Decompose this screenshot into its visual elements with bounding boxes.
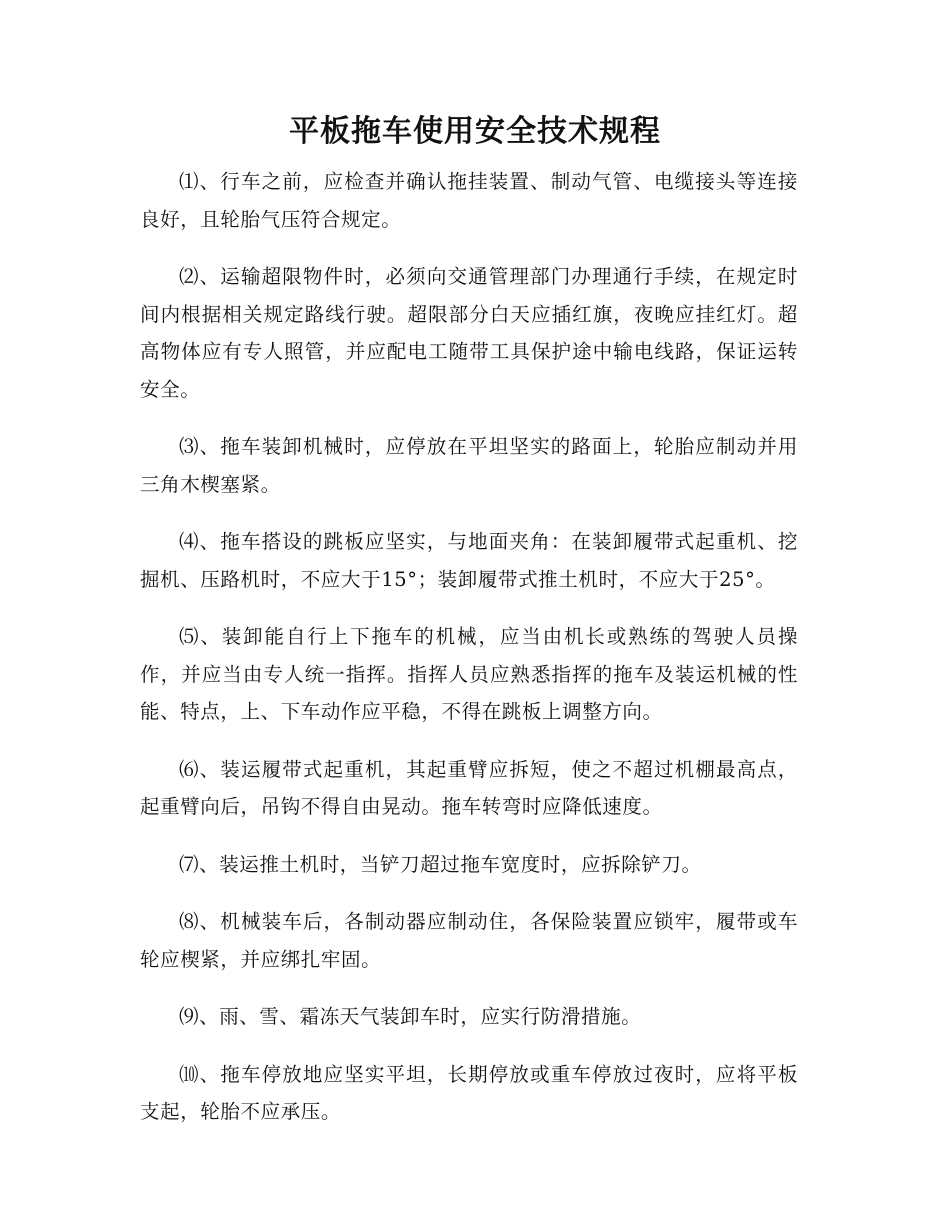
paragraph-7: ⑺、装运推土机时，当铲刀超过拖车宽度时，应拆除铲刀。 <box>179 852 702 876</box>
paragraph-5: ⑸、装卸能自行上下拖车的机械，应当由机长或熟练的驾驶人员操作，并应当由专人统一指挥。指挥人员应熟悉指挥的拖车及装运机械的性能、特点，上、下车动作应平稳，不得在跳板上调整方向。 <box>140 625 798 723</box>
paragraph-10: ⑽、拖车停放地应坚实平坦，长期停放或重车停放过夜时，应将平板支起，轮胎不应承压。 <box>140 1062 798 1123</box>
paragraph-4: ⑷、拖车搭设的跳板应坚实，与地面夹角：在装卸履带式起重机、挖掘机、压路机时，不应大于15°；装卸履带式推土机时，不应大于25°。 <box>140 530 798 591</box>
paragraph-3: ⑶、拖车装卸机械时，应停放在平坦坚实的路面上，轮胎应制动并用三角木楔塞紧。 <box>140 435 798 496</box>
document-body <box>140 163 798 1151</box>
paragraph-1: ⑴、行车之前，应检查并确认拖挂装置、制动气管、电缆接头等连接良好，且轮胎气压符合规定。 <box>140 170 798 231</box>
page-title: 平板拖车使用安全技术规程 <box>289 114 661 149</box>
paragraph-8: ⑻、机械装车后，各制动器应制动住，各保险装置应锁牢，履带或车轮应楔紧，并应绑扎牢固。 <box>140 910 798 971</box>
paragraph-2: ⑵、运输超限物件时，必须向交通管理部门办理通行手续，在规定时间内根据相关规定路线行驶。超限部分白天应插红旗，夜晚应挂红灯。超高物体应有专人照管，并应配电工随带工具保护途中输电线路，保证运转安全。 <box>140 265 798 401</box>
paragraph-9: ⑼、雨、雪、霜冻天气装卸车时，应实行防滑措施。 <box>179 1005 642 1028</box>
paragraph-6: ⑹、装运履带式起重机，其起重臂应拆短，使之不超过机棚最高点，起重臂向后，吊钩不得自由晃动。拖车转弯时应降低速度。 <box>140 757 798 818</box>
